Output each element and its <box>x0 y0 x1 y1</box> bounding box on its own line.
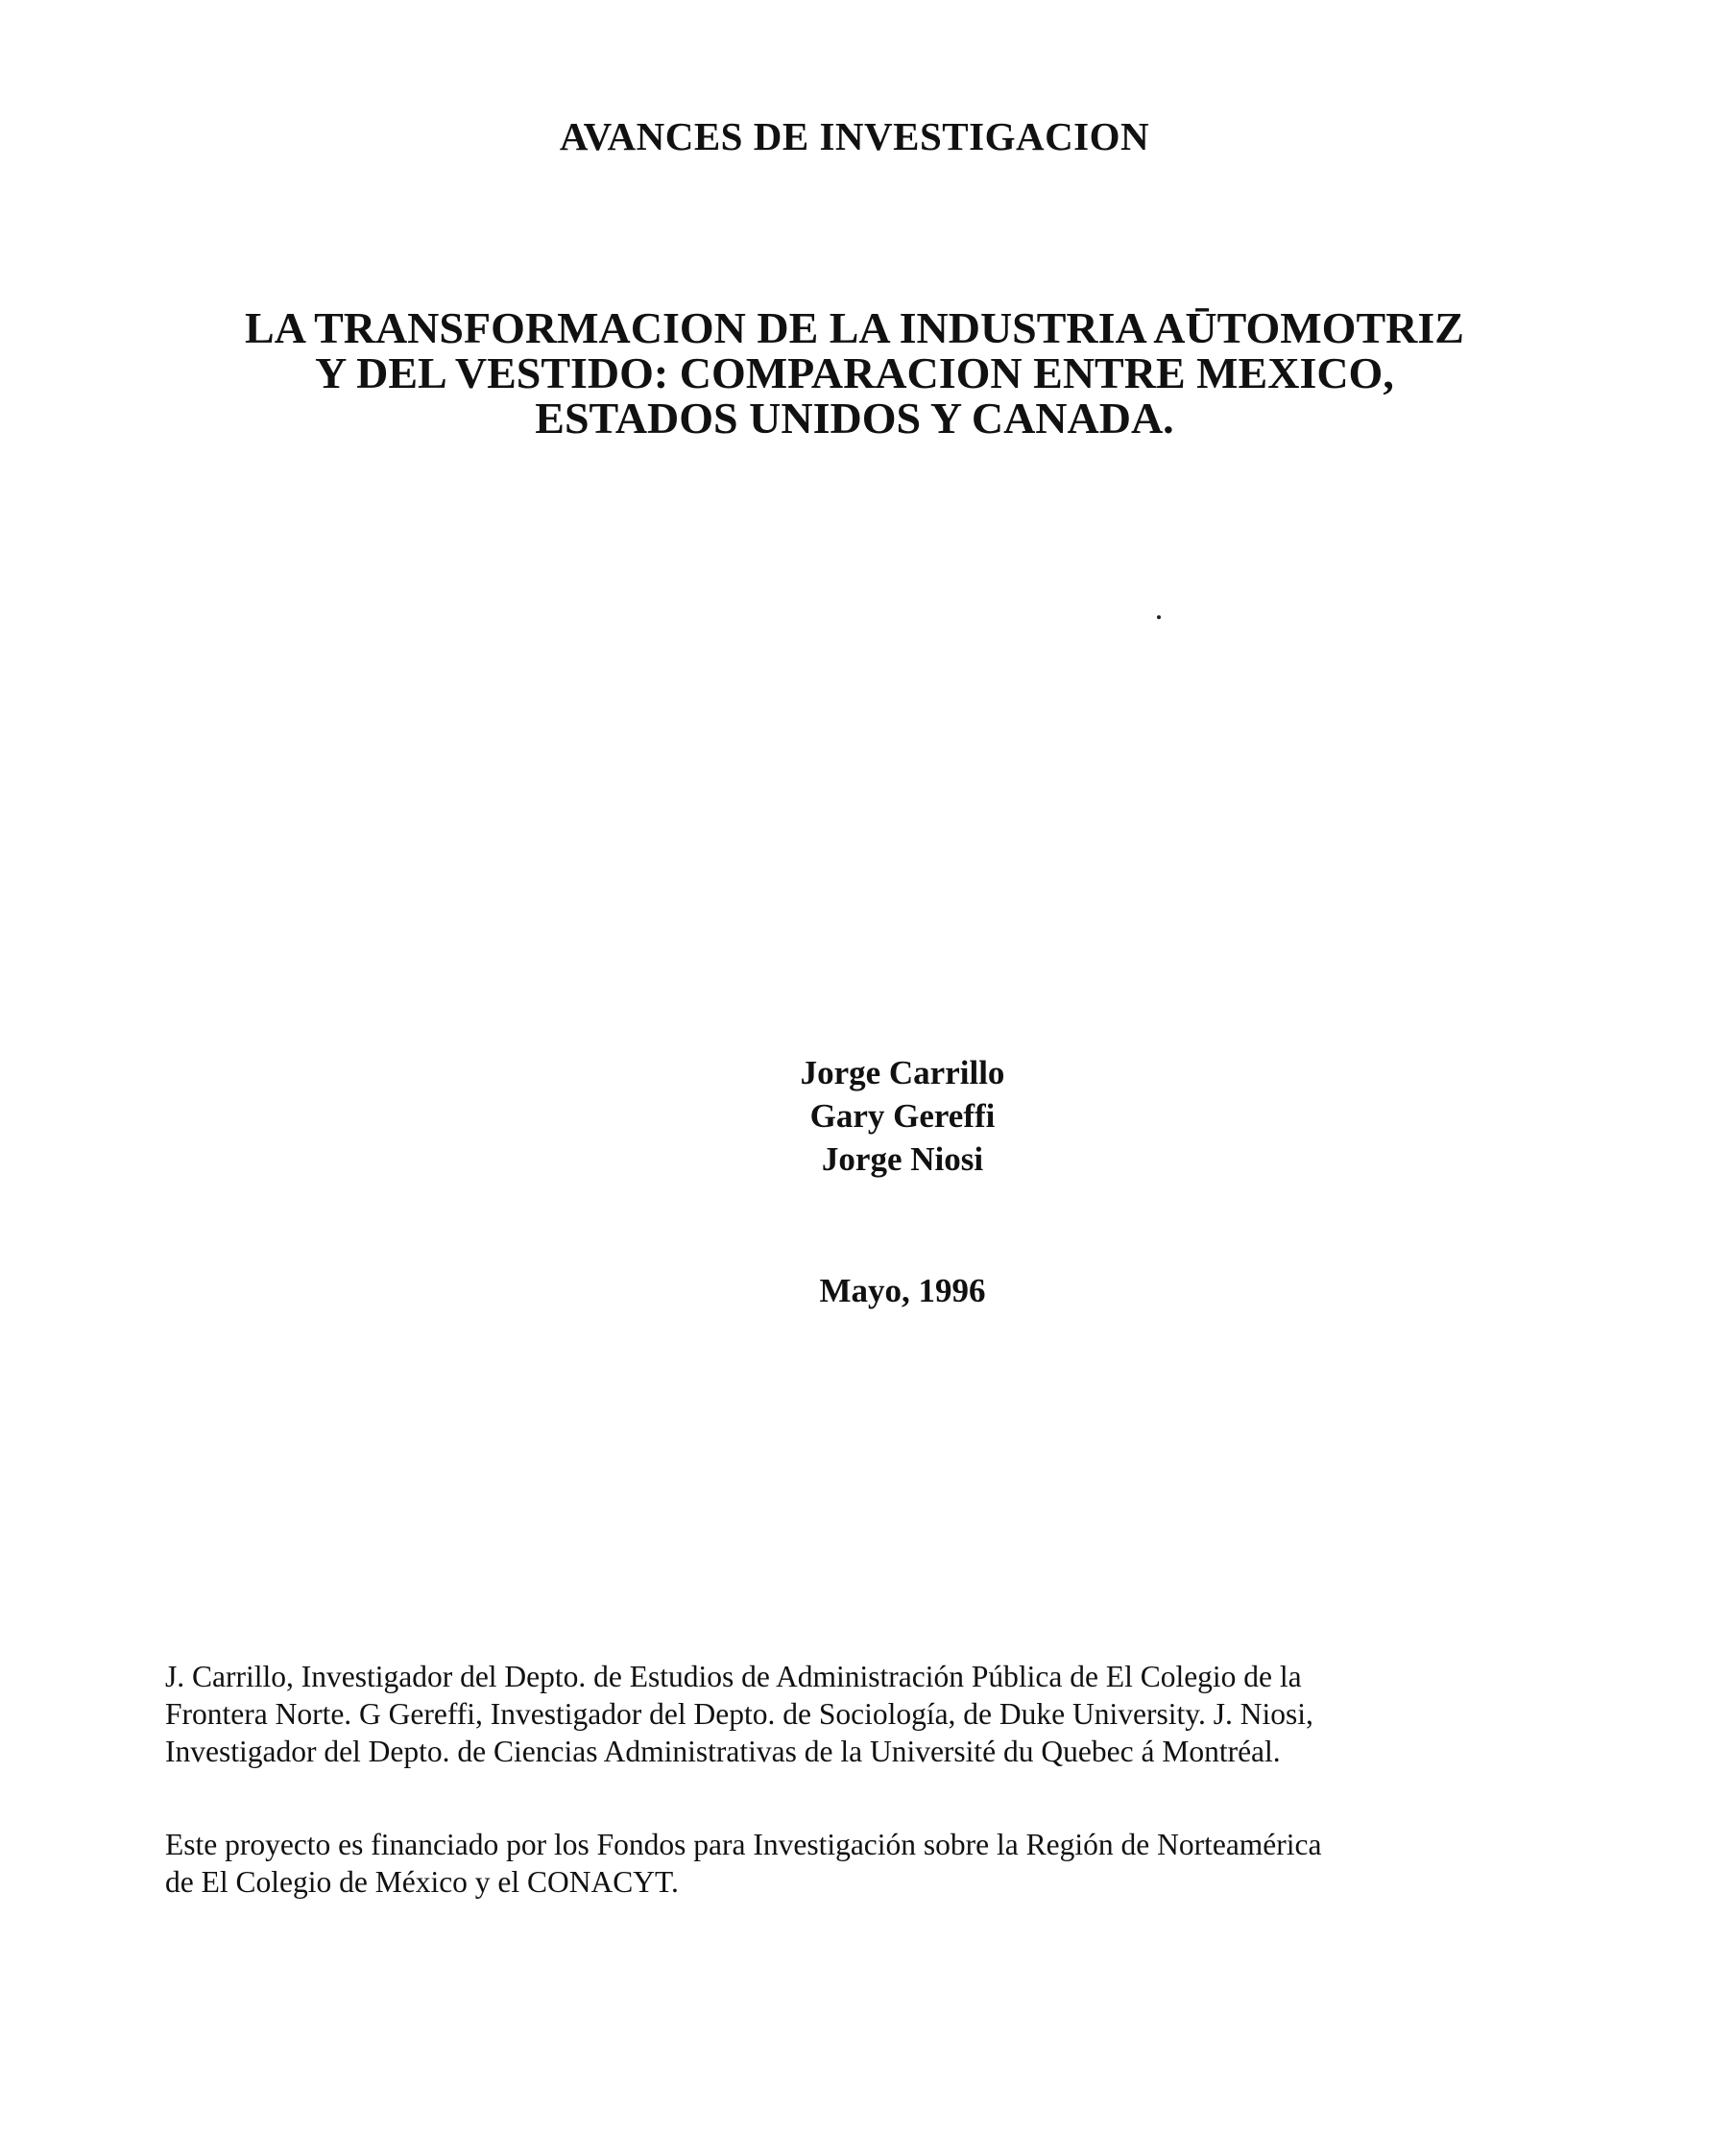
funding-line: Este proyecto es financiado por los Fondos para Investigación sobre la Región de Norteamérica <box>165 1828 1322 1861</box>
funding-note <box>165 1826 1528 1901</box>
funding-line: de El Colegio de México y el CONACYT. <box>165 1865 679 1899</box>
affiliation-line: Frontera Norte. G Gereffi, Investigador del Depto. de Sociología, de Duke University. J. Niosi, <box>165 1697 1313 1731</box>
title-line: Y DEL VESTIDO: COMPARACION ENTRE MEXICO, <box>315 348 1394 397</box>
author-name: Jorge Carrillo <box>800 1054 1005 1091</box>
main-title <box>0 305 1709 441</box>
author-affiliations <box>165 1658 1528 1770</box>
author-list <box>0 1051 1709 1181</box>
series-heading: AVANCES DE INVESTIGACION <box>559 114 1150 158</box>
author-name: Gary Gereffi <box>809 1097 996 1135</box>
author-name: Jorge Niosi <box>821 1140 984 1178</box>
affiliation-line: J. Carrillo, Investigador del Depto. de Estudios de Administración Pública de El Colegio de la <box>165 1660 1302 1693</box>
affiliation-line: Investigador del Depto. de Ciencias Administrativas de la Université du Quebec á Montréal. <box>165 1735 1281 1768</box>
scan-speck <box>1157 615 1161 619</box>
title-line: ESTADOS UNIDOS Y CANADA. <box>535 394 1174 443</box>
title-line: LA TRANSFORMACION DE LA INDUSTRIA AŪTOMOTRIZ <box>245 303 1464 352</box>
publication-date: Mayo, 1996 <box>819 1272 986 1309</box>
